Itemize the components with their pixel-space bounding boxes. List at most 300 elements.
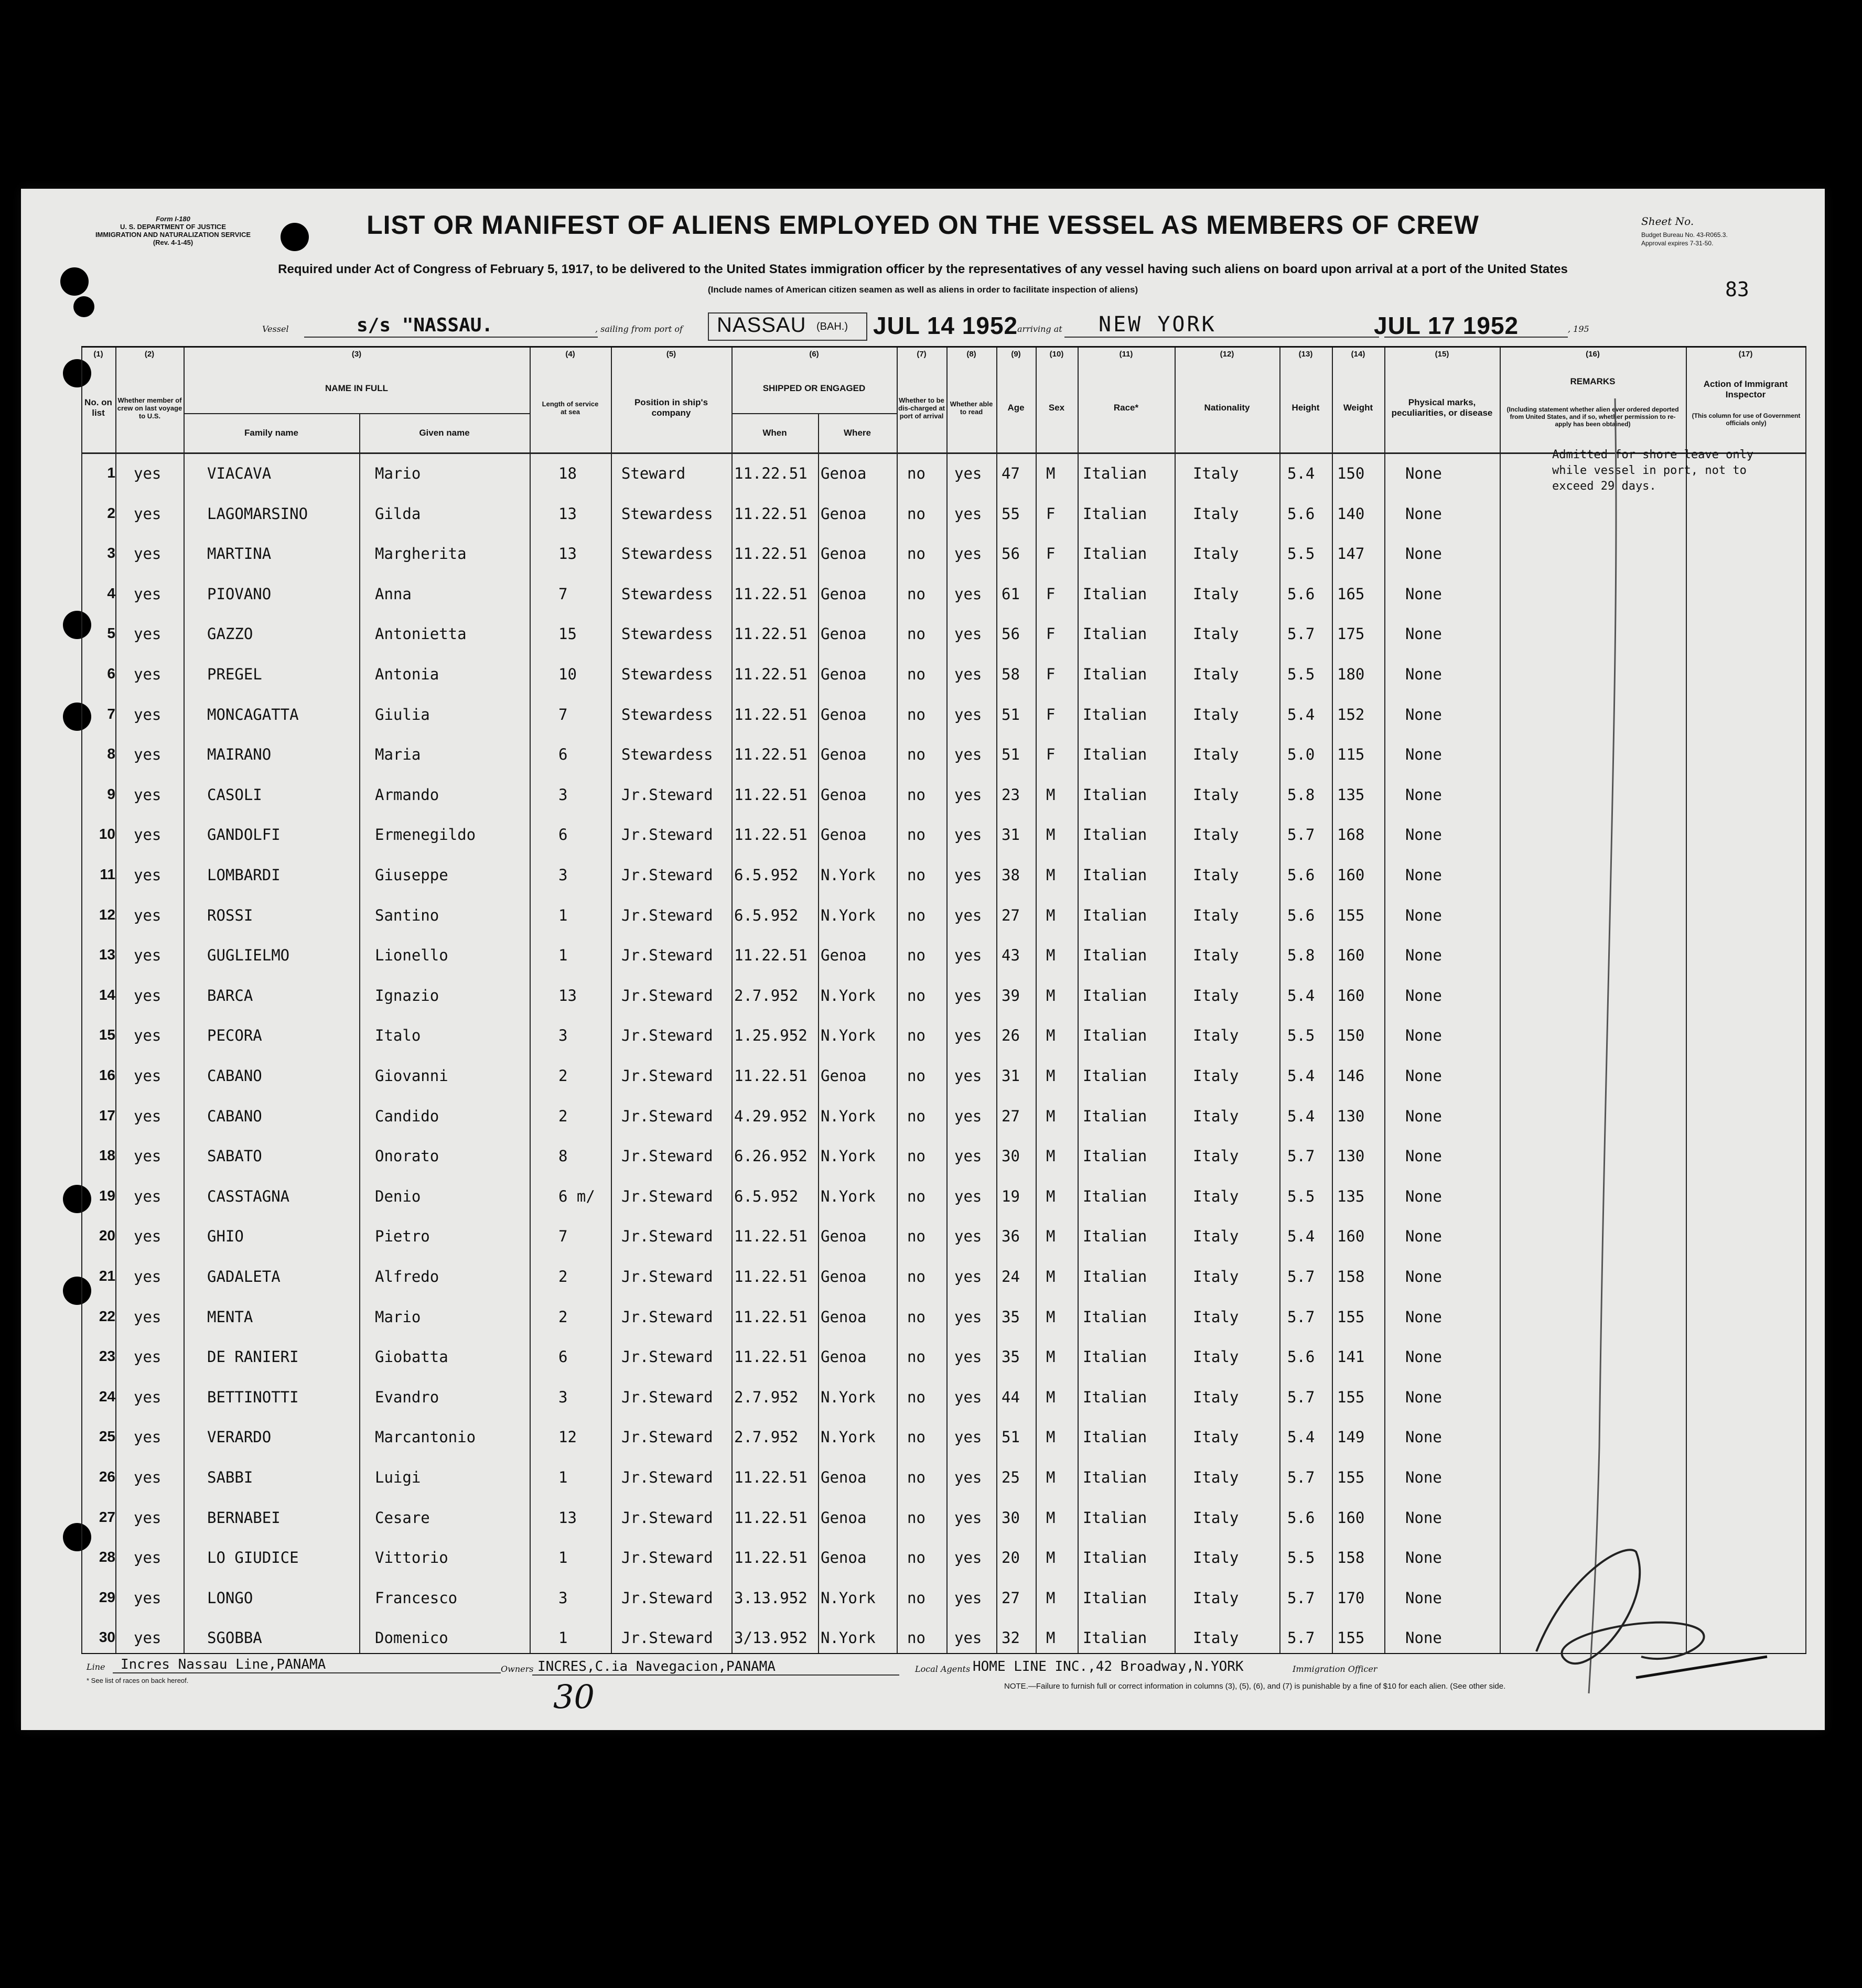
- cell-when: 11.22.51: [734, 746, 808, 764]
- cell-where: N.York: [821, 1388, 876, 1406]
- cell-sex: M: [1046, 866, 1056, 884]
- cell-service: 13: [558, 545, 577, 563]
- cell-last: yes: [134, 986, 162, 1004]
- cell-sex: M: [1046, 946, 1056, 965]
- cell-marks: None: [1405, 1508, 1442, 1527]
- cell-family: MENTA: [207, 1308, 253, 1326]
- table-row: [81, 857, 1806, 896]
- cell-service: 7: [558, 1227, 568, 1246]
- cell-family: VERARDO: [207, 1428, 272, 1446]
- table-row: [81, 615, 1806, 655]
- cell-sex: M: [1046, 1629, 1056, 1647]
- cell-no: 2: [107, 504, 115, 521]
- cell-marks: None: [1405, 785, 1442, 804]
- arrival-date-stamp: JUL 17 1952: [1374, 312, 1519, 339]
- cell-family: DE RANIERI: [207, 1348, 299, 1366]
- cell-sex: M: [1046, 1027, 1056, 1045]
- cell-when: 11.22.51: [734, 1549, 808, 1567]
- cell-given: Italo: [375, 1027, 421, 1045]
- cell-nat: Italy: [1193, 1468, 1239, 1486]
- cell-given: Antonietta: [375, 625, 467, 643]
- cell-service: 1: [558, 1629, 568, 1647]
- header-given-name: Given name: [419, 427, 470, 438]
- table-row: [81, 1580, 1806, 1619]
- cell-marks: None: [1405, 1549, 1442, 1567]
- cell-when: 3.13.952: [734, 1589, 808, 1607]
- cell-family: CABANO: [207, 1067, 262, 1085]
- cell-weight: 135: [1337, 1187, 1365, 1205]
- cell-read: yes: [954, 665, 982, 683]
- header-last-voyage: Whether member of crew on last voyage to U.S.: [117, 396, 182, 420]
- cell-service: 13: [558, 504, 577, 523]
- cell-last: yes: [134, 946, 162, 965]
- cell-no: 16: [99, 1067, 115, 1083]
- cell-age: 35: [1002, 1348, 1020, 1366]
- budget-note: [1641, 231, 1728, 247]
- col-number: (12): [1220, 350, 1234, 359]
- cell-weight: 160: [1337, 866, 1365, 884]
- cell-sex: F: [1046, 504, 1056, 523]
- cell-given: Santino: [375, 906, 439, 924]
- cell-nat: Italy: [1193, 464, 1239, 482]
- agents-value: HOME LINE INC.,42 Broadway,N.YORK: [973, 1659, 1244, 1674]
- cell-last: yes: [134, 1388, 162, 1406]
- cell-family: PIOVANO: [207, 585, 272, 603]
- cell-no: 20: [99, 1227, 115, 1244]
- cell-last: yes: [134, 1468, 162, 1486]
- header-nationality: Nationality: [1204, 403, 1250, 413]
- manifest-footer: [81, 1657, 1806, 1714]
- cell-age: 31: [1002, 1067, 1020, 1085]
- cell-when: 11.22.51: [734, 1067, 808, 1085]
- cell-given: Ignazio: [375, 986, 439, 1004]
- budget-line: Approval expires 7-31-50.: [1641, 240, 1714, 247]
- cell-where: Genoa: [821, 1348, 867, 1366]
- cell-where: Genoa: [821, 545, 867, 563]
- cell-service: 6: [558, 1348, 568, 1366]
- cell-where: Genoa: [821, 1308, 867, 1326]
- cell-height: 5.7: [1287, 1629, 1315, 1647]
- table-row: [81, 576, 1806, 615]
- cell-family: BARCA: [207, 986, 253, 1004]
- cell-height: 5.4: [1287, 986, 1315, 1004]
- cell-weight: 149: [1337, 1428, 1365, 1446]
- cell-position: Jr.Steward: [621, 1147, 713, 1165]
- cell-no: 1: [107, 464, 115, 481]
- cell-weight: 146: [1337, 1067, 1365, 1085]
- cell-last: yes: [134, 1027, 162, 1045]
- cell-race: Italian: [1083, 1629, 1147, 1647]
- cell-given: Vittorio: [375, 1549, 448, 1567]
- cell-service: 2: [558, 1107, 568, 1125]
- cell-sex: M: [1046, 1388, 1056, 1406]
- cell-no: 7: [107, 705, 115, 722]
- cell-marks: None: [1405, 1308, 1442, 1326]
- cell-service: 3: [558, 1388, 568, 1406]
- cell-weight: 160: [1337, 986, 1365, 1004]
- cell-disch: no: [907, 1308, 925, 1326]
- cell-no: 3: [107, 545, 115, 561]
- cell-given: Giuseppe: [375, 866, 448, 884]
- cell-read: yes: [954, 1629, 982, 1647]
- cell-position: Jr.Steward: [621, 1589, 713, 1607]
- cell-sex: M: [1046, 826, 1056, 844]
- col-number: (3): [351, 350, 362, 359]
- cell-height: 5.4: [1287, 1227, 1315, 1246]
- cell-marks: None: [1405, 986, 1442, 1004]
- cell-race: Italian: [1083, 1027, 1147, 1045]
- cell-age: 61: [1002, 585, 1020, 603]
- cell-when: 11.22.51: [734, 585, 808, 603]
- cell-read: yes: [954, 585, 982, 603]
- cell-sex: M: [1046, 986, 1056, 1004]
- header-weight: Weight: [1343, 403, 1373, 413]
- cell-sex: M: [1046, 1468, 1056, 1486]
- cell-no: 12: [99, 906, 115, 923]
- table-row: [81, 816, 1806, 856]
- cell-marks: None: [1405, 504, 1442, 523]
- cell-when: 11.22.51: [734, 504, 808, 523]
- cell-given: Antonia: [375, 665, 439, 683]
- header-action: Action of Immigrant Inspector: [1703, 379, 1788, 399]
- cell-age: 35: [1002, 1308, 1020, 1326]
- cell-family: GADALETA: [207, 1268, 281, 1285]
- col-number: (4): [565, 350, 575, 359]
- cell-where: Genoa: [821, 705, 867, 723]
- header-sex: Sex: [1048, 403, 1065, 413]
- cell-family: PREGEL: [207, 665, 262, 683]
- cell-weight: 147: [1337, 545, 1365, 563]
- cell-position: Jr.Steward: [621, 946, 713, 965]
- cell-where: Genoa: [821, 665, 867, 683]
- page-title: LIST OR MANIFEST OF ALIENS EMPLOYED ON THE VESSEL AS MEMBERS OF CREW: [367, 210, 1479, 240]
- cell-read: yes: [954, 1468, 982, 1486]
- col-number: (1): [93, 350, 103, 359]
- cell-read: yes: [954, 625, 982, 643]
- cell-given: Maria: [375, 746, 421, 764]
- cell-when: 6.5.952: [734, 1187, 799, 1205]
- cell-read: yes: [954, 906, 982, 924]
- cell-service: 3: [558, 1027, 568, 1045]
- cell-weight: 158: [1337, 1268, 1365, 1285]
- cell-family: LAGOMARSINO: [207, 504, 308, 523]
- cell-marks: None: [1405, 1388, 1442, 1406]
- vessel-name: s/s "NASSAU.: [357, 315, 493, 336]
- sailing-date-stamp: JUL 14 1952: [873, 312, 1018, 339]
- cell-position: Jr.Steward: [621, 1508, 713, 1527]
- cell-weight: 155: [1337, 1388, 1365, 1406]
- cell-age: 20: [1002, 1549, 1020, 1567]
- col-number: (6): [809, 350, 819, 359]
- cell-race: Italian: [1083, 746, 1147, 764]
- cell-last: yes: [134, 746, 162, 764]
- cell-where: N.York: [821, 906, 876, 924]
- cell-age: 24: [1002, 1268, 1020, 1285]
- cell-race: Italian: [1083, 504, 1147, 523]
- cell-position: Stewardess: [621, 665, 713, 683]
- cell-disch: no: [907, 946, 925, 965]
- budget-line: Budget Bureau No. 43-R065.3.: [1641, 231, 1728, 239]
- cell-height: 5.6: [1287, 504, 1315, 523]
- cell-given: Giobatta: [375, 1348, 448, 1366]
- cell-when: 11.22.51: [734, 1468, 808, 1486]
- form-service: IMMIGRATION AND NATURALIZATION SERVICE: [95, 231, 251, 239]
- cell-last: yes: [134, 906, 162, 924]
- cell-family: MARTINA: [207, 545, 272, 563]
- cell-sex: M: [1046, 1549, 1056, 1567]
- cell-read: yes: [954, 1227, 982, 1246]
- cell-read: yes: [954, 1508, 982, 1527]
- table-row: [81, 656, 1806, 695]
- cell-position: Jr.Steward: [621, 1067, 713, 1085]
- cell-race: Italian: [1083, 464, 1147, 482]
- cell-given: Ermenegildo: [375, 826, 476, 844]
- cell-nat: Italy: [1193, 1629, 1239, 1647]
- cell-height: 5.5: [1287, 545, 1315, 563]
- cell-position: Jr.Steward: [621, 1187, 713, 1205]
- cell-family: GHIO: [207, 1227, 244, 1246]
- cell-position: Jr.Steward: [621, 1027, 713, 1045]
- table-row: [81, 977, 1806, 1017]
- cell-family: SABBI: [207, 1468, 253, 1486]
- cell-disch: no: [907, 1027, 925, 1045]
- cell-weight: 155: [1337, 1629, 1365, 1647]
- cell-where: N.York: [821, 986, 876, 1004]
- table-row: [81, 1299, 1806, 1338]
- cell-race: Italian: [1083, 1428, 1147, 1446]
- cell-read: yes: [954, 1589, 982, 1607]
- cell-marks: None: [1405, 705, 1442, 723]
- cell-no: 29: [99, 1589, 115, 1605]
- handwritten-count: 30: [553, 1678, 595, 1716]
- cell-nat: Italy: [1193, 1549, 1239, 1567]
- cell-height: 5.5: [1287, 1549, 1315, 1567]
- cell-family: SGOBBA: [207, 1629, 262, 1647]
- cell-race: Italian: [1083, 545, 1147, 563]
- cell-marks: None: [1405, 1187, 1442, 1205]
- cell-sex: M: [1046, 1428, 1056, 1446]
- cell-nat: Italy: [1193, 1147, 1239, 1165]
- cell-position: Jr.Steward: [621, 826, 713, 844]
- cell-age: 56: [1002, 545, 1020, 563]
- cell-sex: M: [1046, 1348, 1056, 1366]
- cell-disch: no: [907, 1388, 925, 1406]
- cell-no: 17: [99, 1107, 115, 1123]
- cell-when: 2.7.952: [734, 986, 799, 1004]
- cell-age: 47: [1002, 464, 1020, 482]
- cell-given: Alfredo: [375, 1268, 439, 1285]
- cell-last: yes: [134, 1629, 162, 1647]
- cell-service: 2: [558, 1268, 568, 1285]
- cell-weight: 160: [1337, 1227, 1365, 1246]
- col-number: (11): [1119, 350, 1133, 359]
- vessel-label: Vessel: [262, 324, 289, 334]
- table-row: [81, 495, 1806, 535]
- cell-read: yes: [954, 986, 982, 1004]
- cell-service: 6 m/: [558, 1187, 595, 1205]
- cell-given: Giovanni: [375, 1067, 448, 1085]
- header-family-name: Family name: [244, 427, 298, 438]
- cell-race: Italian: [1083, 1468, 1147, 1486]
- cell-no: 13: [99, 946, 115, 963]
- cell-nat: Italy: [1193, 1428, 1239, 1446]
- header-no: No. on list: [84, 397, 112, 418]
- cell-age: 38: [1002, 866, 1020, 884]
- cell-last: yes: [134, 1067, 162, 1085]
- cell-disch: no: [907, 1107, 925, 1125]
- cell-height: 5.7: [1287, 1308, 1315, 1326]
- header-action-sub: (This column for use of Government officials only): [1692, 412, 1801, 427]
- cell-given: Anna: [375, 585, 412, 603]
- cell-marks: None: [1405, 1629, 1442, 1647]
- cell-position: Jr.Steward: [621, 1268, 713, 1285]
- cell-read: yes: [954, 746, 982, 764]
- cell-no: 30: [99, 1629, 115, 1646]
- cell-height: 5.6: [1287, 906, 1315, 924]
- cell-last: yes: [134, 1348, 162, 1366]
- sheet-number: 83: [1725, 278, 1749, 301]
- cell-sex: M: [1046, 1067, 1056, 1085]
- cell-sex: F: [1046, 585, 1056, 603]
- cell-when: 11.22.51: [734, 625, 808, 643]
- cell-given: Marcantonio: [375, 1428, 476, 1446]
- cell-sex: F: [1046, 705, 1056, 723]
- cell-position: Jr.Steward: [621, 1468, 713, 1486]
- cell-marks: None: [1405, 1348, 1442, 1366]
- cell-sex: F: [1046, 545, 1056, 563]
- cell-height: 5.7: [1287, 1468, 1315, 1486]
- header-height: Height: [1291, 403, 1320, 413]
- cell-read: yes: [954, 1388, 982, 1406]
- table-row: [81, 937, 1806, 976]
- cell-marks: None: [1405, 866, 1442, 884]
- cell-where: N.York: [821, 1027, 876, 1045]
- cell-height: 5.7: [1287, 1147, 1315, 1165]
- cell-given: Mario: [375, 464, 421, 482]
- form-department: U. S. DEPARTMENT OF JUSTICE: [120, 223, 226, 231]
- cell-where: Genoa: [821, 585, 867, 603]
- cell-last: yes: [134, 1589, 162, 1607]
- cell-read: yes: [954, 785, 982, 804]
- cell-race: Italian: [1083, 1187, 1147, 1205]
- manifest-page: [21, 189, 1825, 1730]
- cell-given: Mario: [375, 1308, 421, 1326]
- cell-height: 5.5: [1287, 665, 1315, 683]
- cell-age: 27: [1002, 906, 1020, 924]
- cell-weight: 140: [1337, 504, 1365, 523]
- header-physical-marks: Physical marks, peculiarities, or disease: [1391, 397, 1493, 418]
- cell-disch: no: [907, 705, 925, 723]
- cell-read: yes: [954, 504, 982, 523]
- cell-last: yes: [134, 785, 162, 804]
- cell-family: CASOLI: [207, 785, 262, 804]
- cell-read: yes: [954, 946, 982, 965]
- cell-when: 11.22.51: [734, 785, 808, 804]
- cell-given: Gilda: [375, 504, 421, 523]
- cell-weight: 180: [1337, 665, 1365, 683]
- cell-no: 9: [107, 785, 115, 802]
- cell-disch: no: [907, 504, 925, 523]
- table-row: [81, 1338, 1806, 1378]
- cell-service: 6: [558, 746, 568, 764]
- cell-weight: 160: [1337, 946, 1365, 965]
- cell-nat: Italy: [1193, 1187, 1239, 1205]
- cell-no: 11: [100, 866, 115, 882]
- cell-read: yes: [954, 826, 982, 844]
- table-row: [81, 1218, 1806, 1257]
- header-name: NAME IN FULL: [325, 383, 388, 393]
- cell-given: Denio: [375, 1187, 421, 1205]
- cell-race: Italian: [1083, 625, 1147, 643]
- cell-sex: M: [1046, 1187, 1056, 1205]
- cell-family: ROSSI: [207, 906, 253, 924]
- cell-age: 32: [1002, 1629, 1020, 1647]
- cell-disch: no: [907, 1508, 925, 1527]
- cell-sex: M: [1046, 1147, 1056, 1165]
- cell-age: 25: [1002, 1468, 1020, 1486]
- cell-where: Genoa: [821, 746, 867, 764]
- cell-disch: no: [907, 866, 925, 884]
- cell-marks: None: [1405, 665, 1442, 683]
- table-row: [81, 1459, 1806, 1498]
- cell-service: 12: [558, 1428, 577, 1446]
- cell-last: yes: [134, 665, 162, 683]
- cell-race: Italian: [1083, 1268, 1147, 1285]
- cell-where: Genoa: [821, 785, 867, 804]
- remarks-line: Admitted for shore leave only: [1552, 448, 1754, 461]
- cell-family: LO GIUDICE: [207, 1549, 299, 1567]
- required-statement: Required under Act of Congress of February 5, 1917, to be delivered to the United States immigration officer by the representatives of any vessel having such aliens on board upon arrival at a port of the United States: [278, 262, 1568, 276]
- cell-position: Jr.Steward: [621, 1388, 713, 1406]
- cell-disch: no: [907, 464, 925, 482]
- cell-position: Jr.Steward: [621, 1549, 713, 1567]
- cell-height: 5.4: [1287, 705, 1315, 723]
- cell-no: 21: [99, 1268, 115, 1284]
- cell-height: 5.5: [1287, 1187, 1315, 1205]
- cell-nat: Italy: [1193, 1348, 1239, 1366]
- col-number: (16): [1586, 350, 1600, 359]
- cell-when: 11.22.51: [734, 826, 808, 844]
- header-age: Age: [1007, 403, 1025, 413]
- cell-marks: None: [1405, 1067, 1442, 1085]
- cell-disch: no: [907, 1268, 925, 1285]
- cell-when: 6.26.952: [734, 1147, 808, 1165]
- cell-given: Francesco: [375, 1589, 458, 1607]
- cell-service: 3: [558, 1589, 568, 1607]
- cell-family: GAZZO: [207, 625, 253, 643]
- cell-service: 10: [558, 665, 577, 683]
- cell-given: Evandro: [375, 1388, 439, 1406]
- cell-no: 22: [99, 1308, 115, 1324]
- cell-where: N.York: [821, 1589, 876, 1607]
- cell-marks: None: [1405, 1268, 1442, 1285]
- cell-sex: F: [1046, 665, 1056, 683]
- cell-last: yes: [134, 1187, 162, 1205]
- cell-height: 5.0: [1287, 746, 1315, 764]
- cell-no: 23: [99, 1348, 115, 1365]
- cell-when: 11.22.51: [734, 1227, 808, 1246]
- table-row: [81, 1138, 1806, 1177]
- cell-read: yes: [954, 1107, 982, 1125]
- cell-position: Jr.Steward: [621, 1428, 713, 1446]
- cell-family: PECORA: [207, 1027, 262, 1045]
- cell-when: 6.5.952: [734, 866, 799, 884]
- header-position: Position in ship's company: [634, 397, 708, 418]
- cell-marks: None: [1405, 1227, 1442, 1246]
- cell-last: yes: [134, 826, 162, 844]
- cell-where: N.York: [821, 1428, 876, 1446]
- cell-when: 11.22.51: [734, 545, 808, 563]
